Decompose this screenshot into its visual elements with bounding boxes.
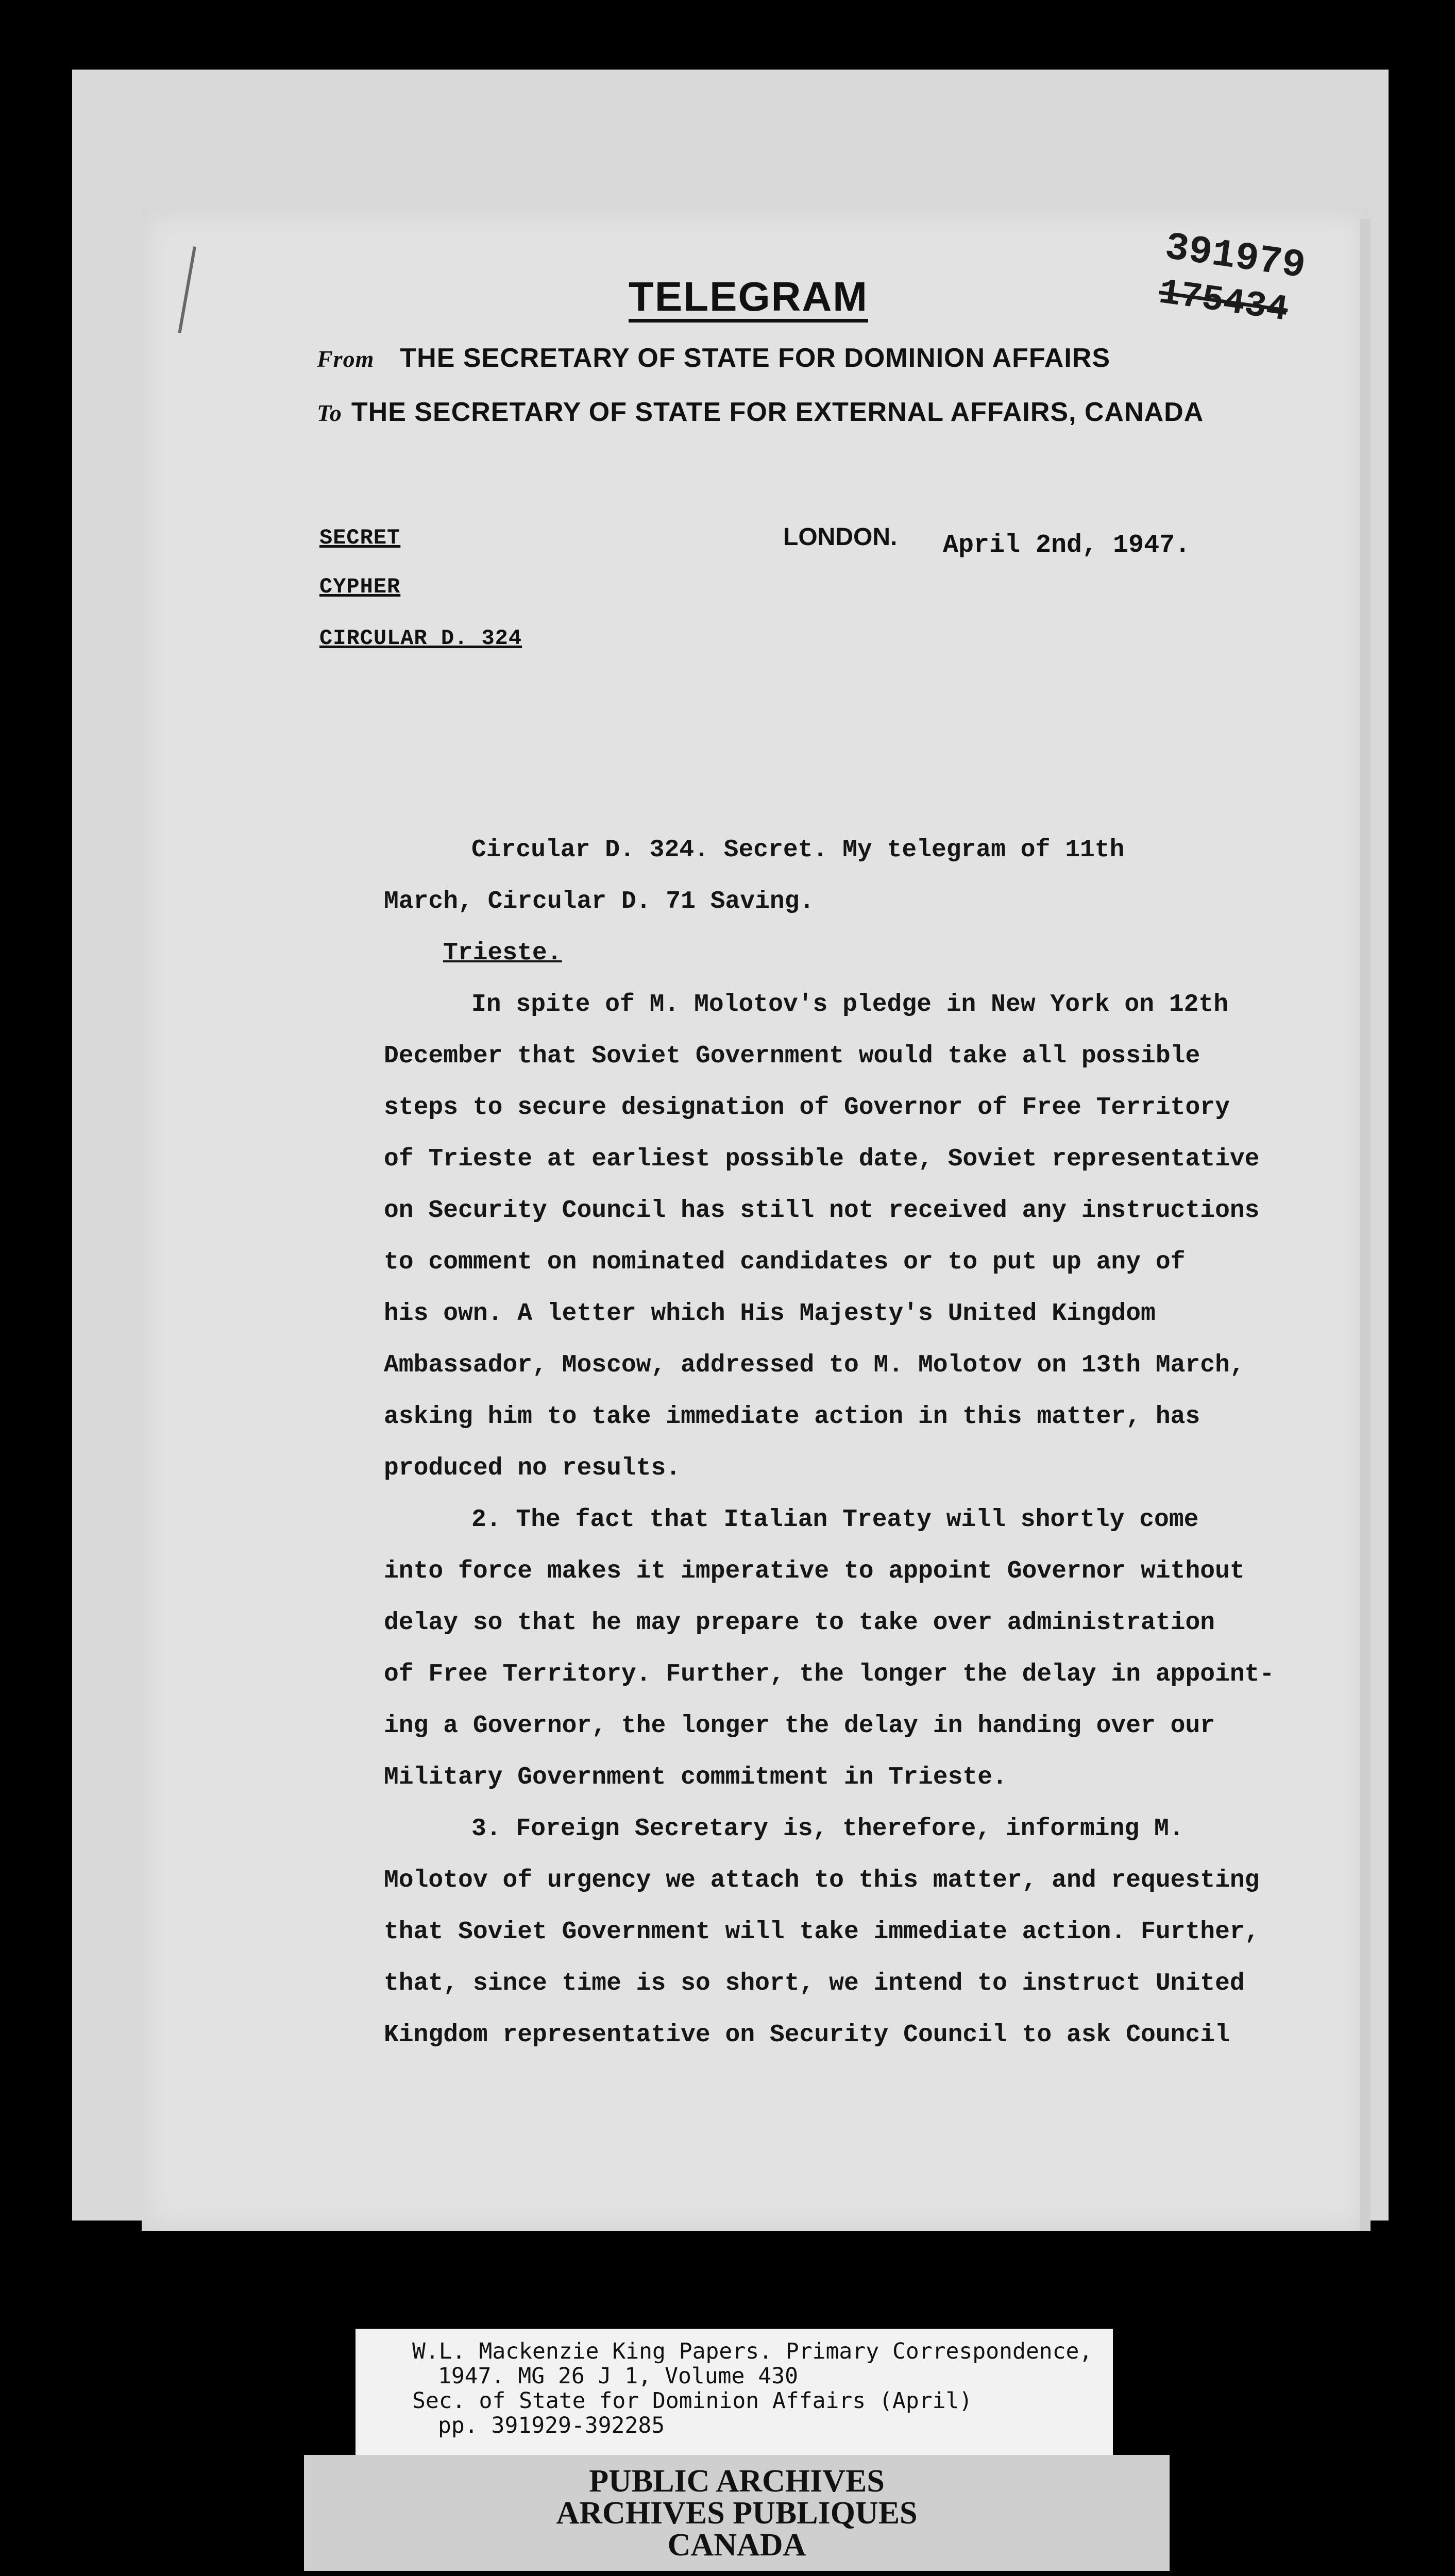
archives-line: ARCHIVES PUBLIQUES <box>556 2496 918 2531</box>
body-line: of Free Territory. Further, the longer the delay in appoint- <box>384 1660 1275 1688</box>
stamp-number-struck: 175434 <box>1156 273 1291 331</box>
body-line: delay so that he may prepare to take over administration <box>384 1609 1215 1637</box>
from-label: From <box>317 346 375 372</box>
section-heading: Trieste. <box>443 939 562 967</box>
to-text: THE SECRETARY OF STATE FOR EXTERNAL AFFAIRS, CANADA <box>351 397 1204 427</box>
archives-line: CANADA <box>667 2528 806 2563</box>
body-line: his own. A letter which His Majesty's United Kingdom <box>384 1300 1156 1328</box>
reference-line: 1947. MG 26 J 1, Volume 430 <box>438 2363 798 2389</box>
body-line: March, Circular D. 71 Saving. <box>384 888 815 916</box>
from-line <box>317 343 1110 374</box>
public-archives-stamp <box>304 2455 1170 2571</box>
to-line <box>317 397 1204 428</box>
reference-line: W.L. Mackenzie King Papers. Primary Correspondence, <box>412 2338 1093 2364</box>
body-line: 2. The fact that Italian Treaty will shortly come <box>471 1506 1199 1534</box>
classification-circular: CIRCULAR D. 324 <box>319 626 522 651</box>
telegram-body <box>384 824 1342 2061</box>
classification-cypher: CYPHER <box>319 574 401 599</box>
archive-reference-label <box>356 2329 1113 2455</box>
body-line: that Soviet Government will take immediate action. Further, <box>384 1918 1260 1946</box>
telegram-date: April 2nd, 1947. <box>943 531 1191 560</box>
origin-city: LONDON. <box>783 523 898 551</box>
body-line: Ambassador, Moscow, addressed to M. Molotov on 13th March, <box>384 1351 1245 1379</box>
to-label: To <box>317 400 342 426</box>
body-line: asking him to take immediate action in this matter, has <box>384 1403 1200 1431</box>
reference-line: Sec. of State for Dominion Affairs (April) <box>412 2388 973 2414</box>
paper-edge <box>1360 219 1371 2231</box>
body-line: In spite of M. Molotov's pledge in New York on 12th <box>471 991 1229 1019</box>
stamp-number: 391979 <box>1162 225 1308 289</box>
body-line: produced no results. <box>384 1454 681 1482</box>
classification-secret: SECRET <box>319 526 401 550</box>
body-line: December that Soviet Government would take all possible <box>384 1042 1200 1070</box>
body-line: steps to secure designation of Governor of Free Territory <box>384 1094 1230 1122</box>
document-number-stamp <box>1152 224 1322 368</box>
body-line: into force makes it imperative to appoint Governor without <box>384 1557 1245 1585</box>
reference-line: pp. 391929-392285 <box>438 2413 665 2438</box>
archives-line: PUBLIC ARCHIVES <box>589 2464 885 2499</box>
body-line: Military Government commitment in Trieste. <box>384 1764 1007 1791</box>
body-line: 3. Foreign Secretary is, therefore, informing M. <box>471 1815 1184 1843</box>
body-line: on Security Council has still not received any instructions <box>384 1197 1260 1225</box>
body-line: ing a Governor, the longer the delay in handing over our <box>384 1712 1215 1740</box>
body-line: to comment on nominated candidates or to put up any of <box>384 1248 1186 1276</box>
from-text: THE SECRETARY OF STATE FOR DOMINION AFFAIRS <box>400 343 1111 373</box>
body-line: Circular D. 324. Secret. My telegram of 11th <box>471 836 1125 864</box>
body-line: Kingdom representative on Security Council to ask Council <box>384 2021 1230 2049</box>
body-line: that, since time is so short, we intend to instruct United <box>384 1970 1245 1997</box>
body-line: of Trieste at earliest possible date, Soviet representative <box>384 1145 1260 1173</box>
body-line: Molotov of urgency we attach to this matter, and requesting <box>384 1867 1260 1894</box>
telegram-title: TELEGRAM <box>629 276 868 323</box>
